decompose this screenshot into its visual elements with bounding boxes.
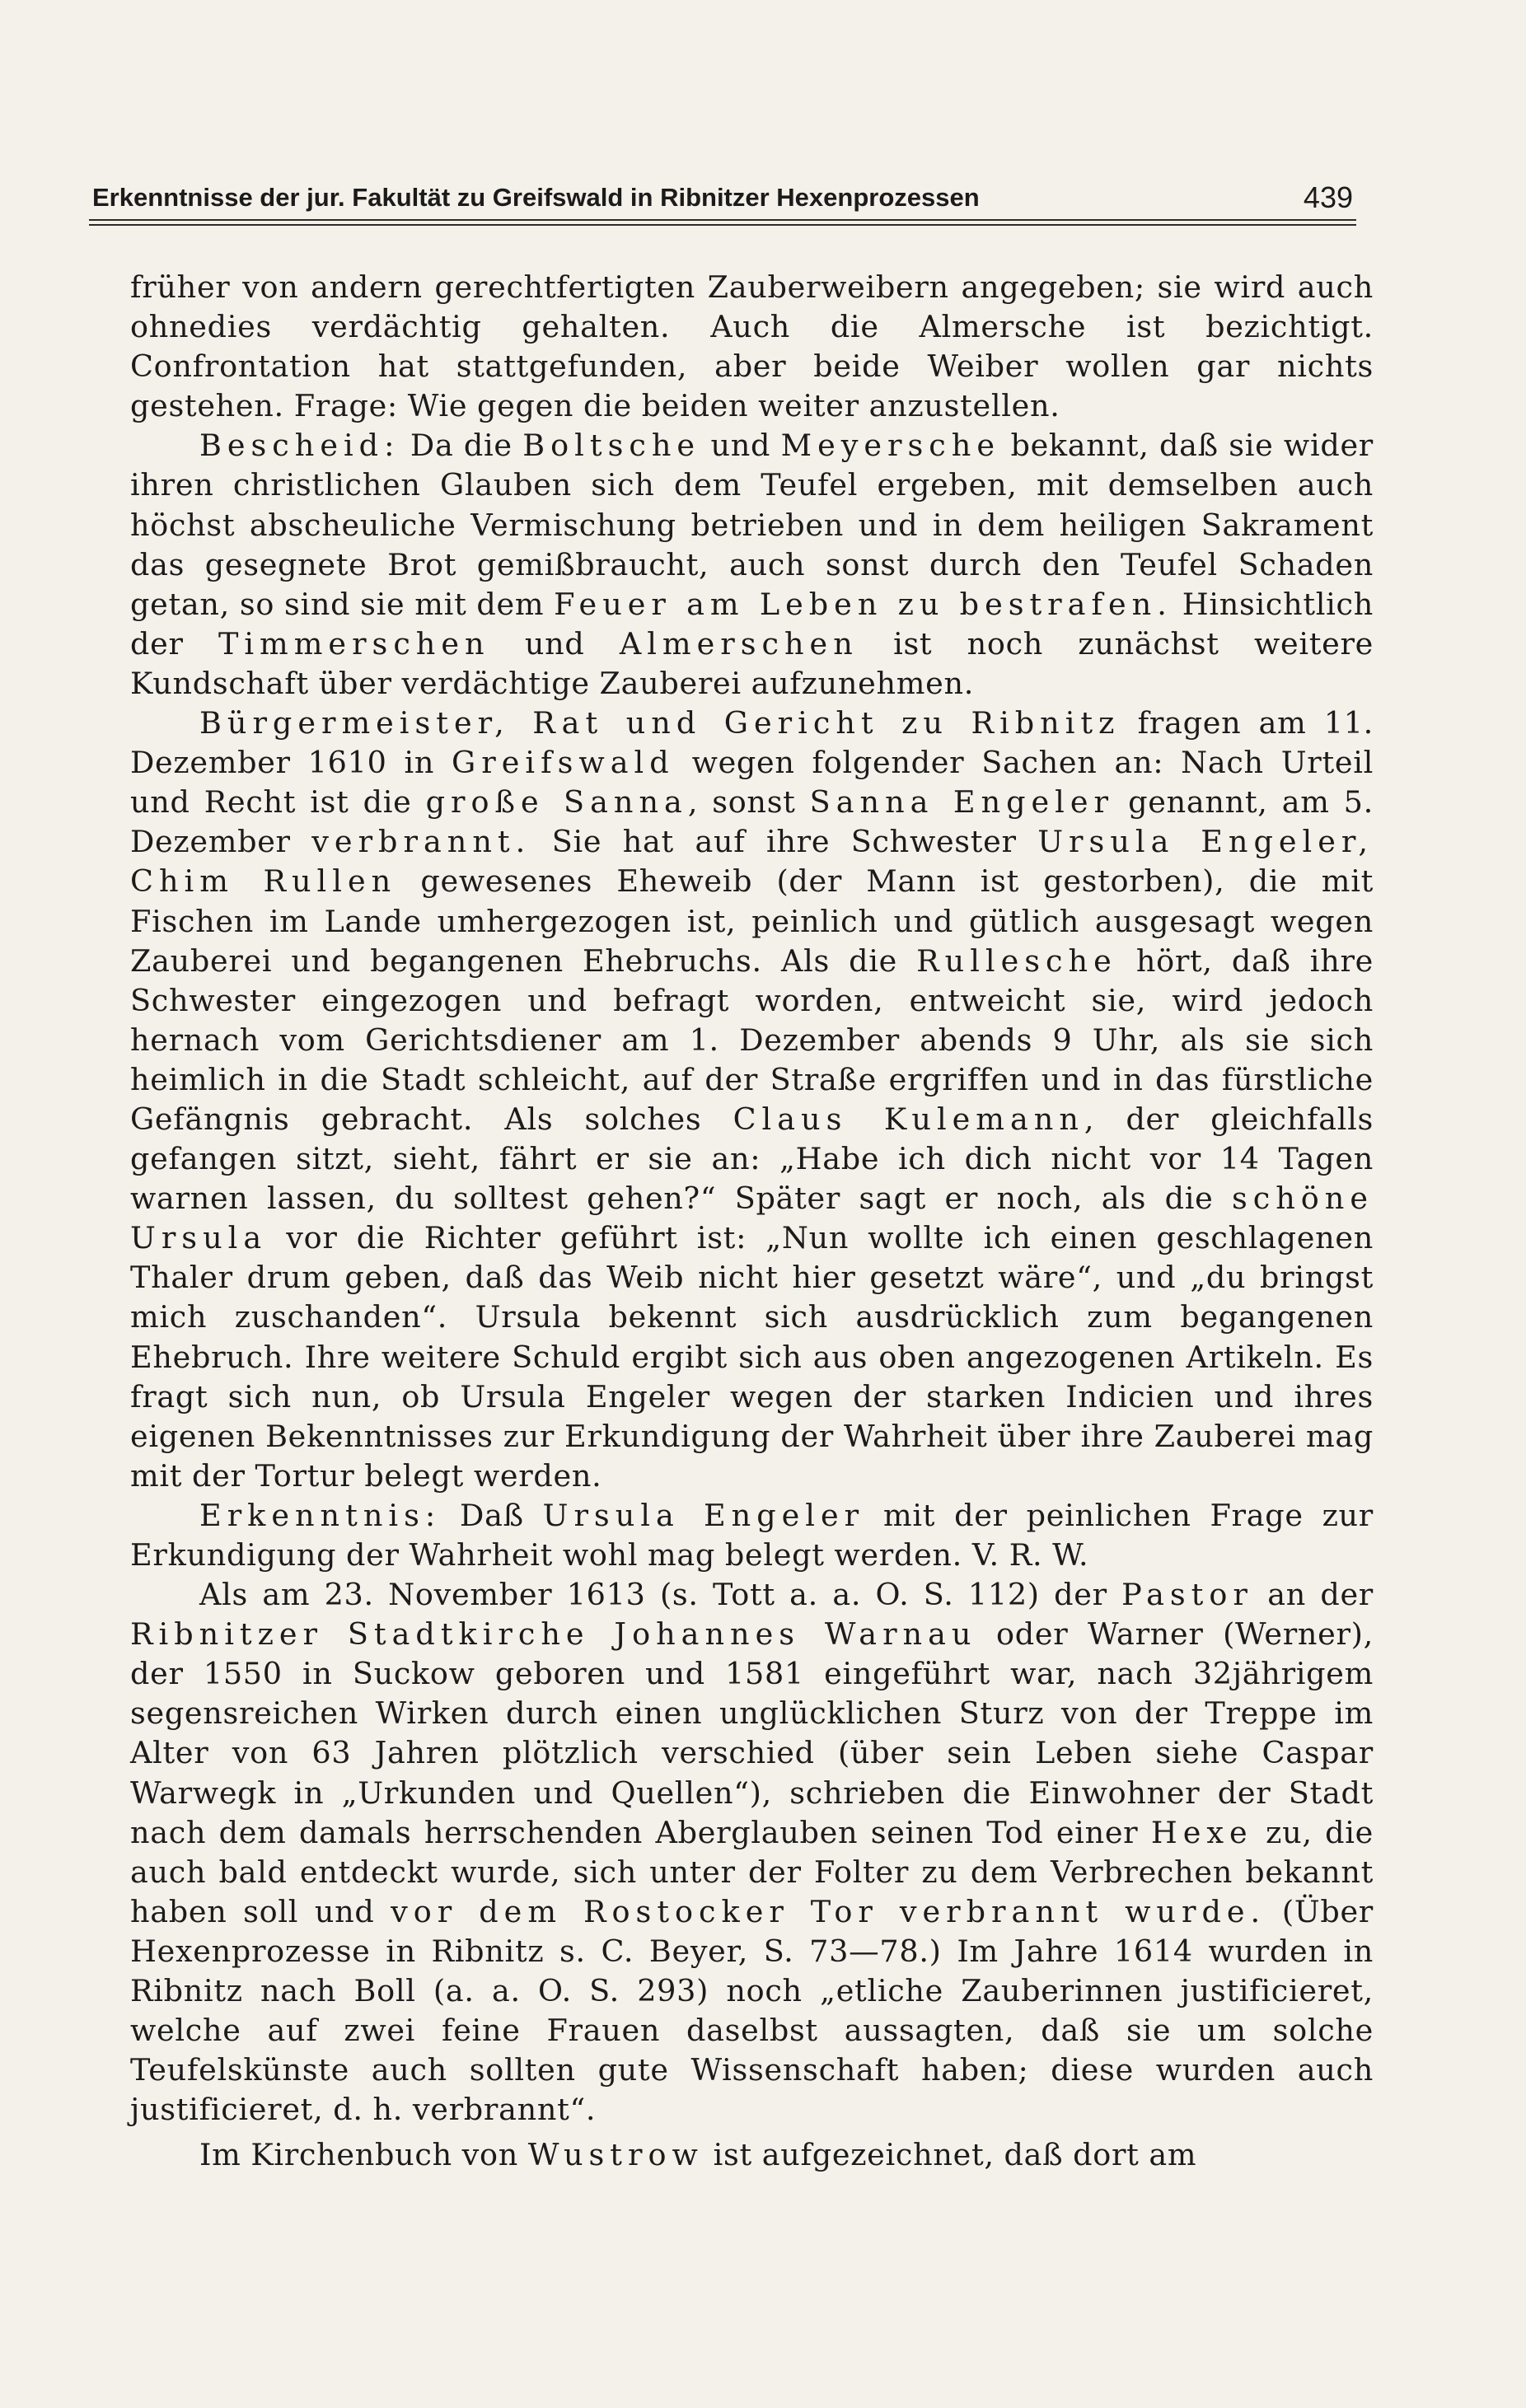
header-rule-second	[89, 224, 1356, 226]
spaced-text: Rullesche	[916, 942, 1117, 979]
spaced-text: Claus Kulemann	[733, 1101, 1084, 1137]
spaced-text: vor dem Rostocker Tor verbrannt wurde.	[391, 1893, 1266, 1929]
text-run: Im Kirchenbuch von	[199, 2137, 528, 2173]
text-run: früher von andern gerechtfertigten Zauberweibern angegeben; sie wird auch ohnedies verdächtig gehalten. Auch die Almersche ist bezichtigt. Confrontation hat stattgefunden, aber beide Weiber wollen gar nichts gestehen. Frage: Wie gegen die beiden weiter anzustellen.	[130, 269, 1374, 424]
spaced-text: große Sanna	[425, 784, 688, 821]
page-number: 439	[1303, 180, 1353, 214]
spaced-text: Ursula Engeler	[542, 1497, 865, 1533]
text-run: vor die Richter geführt ist: „Nun wollte ich einen geschlagenen Thaler drum geben, daß das Weib nicht hier gesetzt wäre“, und „du bringst mich zuschanden“. Ursula bekennt sich ausdrücklich zum begangenen Ehebruch. Ihre weitere Schuld ergibt sich aus oben angezogenen Artikeln. Es fragt sich nun, ob Ursula Engeler wegen der starken Indicien und ihres eigenen Bekenntnisses zur Erkundigung der Wahrheit über ihre Zauberei mag mit der Tortur belegt werden.	[130, 1220, 1374, 1494]
text-run: an der	[1252, 1577, 1374, 1613]
spaced-text: Ribnitzer Stadtkirche Johannes Warnau	[130, 1616, 977, 1653]
header-rule	[89, 219, 1356, 221]
text-run: Da die	[400, 428, 523, 464]
text-run: zu, die auch bald entdeckt wurde, sich unter der Folter zu dem Verbrechen bekannt haben soll und	[130, 1814, 1374, 1929]
paragraph	[130, 268, 1374, 426]
spaced-text: Pastor	[1121, 1577, 1253, 1613]
text-run: mit der peinlichen Frage zur Erkundigung der Wahrheit wohl mag belegt werden. V. R. W.	[130, 1497, 1374, 1573]
text-run: und	[700, 428, 781, 464]
paragraph	[130, 2135, 1374, 2175]
spaced-text: Almerschen	[619, 625, 859, 662]
text-run: gewesenes Eheweib (der Mann ist gestorben), die mit Fischen im Lande umhergezogen ist, peinlich und gütlich ausgesagt wegen Zauberei und begangenen Ehebruchs. Als die	[130, 863, 1374, 979]
paragraph	[130, 1496, 1374, 1575]
spaced-text: Timmerschen	[218, 625, 490, 662]
text-run: und	[489, 625, 620, 662]
spaced-text: Hexe	[1150, 1814, 1253, 1850]
text-run: (Über Hexenprozesse in Ribnitz s. C. Beyer, S. 73—78.) Im Jahre 1614 wurden in Ribnitz nach Boll (a. a. O. S. 293) noch „etliche Zauberinnen justificieret, welche auf zwei feine Frauen daselbst aussagten, daß sie um solche Teufelskünste auch sollten gute Wissenschaft haben; diese wurden auch justificieret, d. h. verbrannt“.	[130, 1893, 1374, 2128]
text-run: bekannt, daß sie wider ihren christlichen Glauben sich dem Teufel ergeben, mit demselben auch höchst abscheuliche Vermischung betrieben und in dem heiligen Sakrament das gesegnete Brot gemißbraucht, auch sonst durch den Teufel Schaden getan, so sind sie mit dem	[130, 428, 1374, 622]
spaced-text: Feuer am Leben zu bestrafen.	[554, 586, 1173, 622]
text-run: genannt, am 5. Dezember	[130, 784, 1374, 860]
spaced-text: verbrannt.	[311, 824, 531, 860]
text-run: , sonst	[687, 784, 810, 821]
spaced-text: Sanna Engeler	[809, 784, 1115, 821]
spaced-text: Boltsche	[522, 428, 701, 464]
text-run: Als am 23. November 1613 (s. Tott a. a. O. S. 112) der	[199, 1577, 1122, 1613]
spaced-text: Bescheid:	[199, 428, 400, 464]
spaced-text: Ursula Engeler, Chim Rullen	[130, 824, 1374, 900]
text-run: wegen folgender Sachen an: Nach Urteil und Recht ist die	[130, 745, 1374, 821]
body-text	[130, 268, 1374, 2176]
spaced-text: schöne Ursula	[130, 1181, 1374, 1256]
text-run: hört, daß ihre Schwester eingezogen und befragt worden, entweicht sie, wird jedoch hernach vom Gerichtsdiener am 1. Dezember abends 9 Uhr, als sie sich heimlich in die Stadt schleicht, auf der Straße ergriffen und in das fürstliche Gefängnis gebracht. Als solches	[130, 942, 1374, 1137]
text-run: ist noch zunächst weitere Kundschaft über verdächtige Zauberei aufzunehmen.	[130, 625, 1374, 701]
spaced-text: Bürgermeister, Rat und Gericht zu Ribnitz	[199, 705, 1121, 741]
running-title: Erkenntnisse der jur. Fakultät zu Greifswald in Ribnitzer Hexenprozessen	[92, 183, 980, 212]
text-run: Sie hat auf ihre Schwester	[531, 824, 1038, 860]
spaced-text: Erkenntnis:	[199, 1497, 442, 1533]
paragraph	[130, 704, 1374, 1496]
paragraph	[130, 1575, 1374, 2130]
text-run: , der gleichfalls gefangen sitzt, sieht, fährt er sie an: „Habe ich dich nicht vor 14 Tagen warnen lassen, du solltest gehen?“ Später sagt er noch, als die	[130, 1101, 1374, 1217]
text-run: Daß	[441, 1497, 543, 1533]
spaced-text: Wustrow	[527, 2137, 704, 2173]
text-run: Hinsichtlich der	[130, 586, 1374, 662]
spaced-text: Greifswald	[452, 745, 675, 781]
spaced-text: Meyersche	[780, 428, 1000, 464]
text-run: fragen am 11. Dezember 1610 in	[130, 705, 1374, 781]
paragraph	[130, 426, 1374, 704]
text-run: oder Warner (Werner), der 1550 in Suckow geboren und 1581 eingeführt war, nach 32jährigem segensreichen Wirken durch einen unglücklichen Sturz von der Treppe im Alter von 63 Jahren plötzlich verschied (über sein Leben siehe Caspar Warwegk in „Urkunden und Quellen“), schrieben die Einwohner der Stadt nach dem damals herrschenden Aberglauben seinen Tod einer	[130, 1616, 1374, 1850]
text-run: ist aufgezeichnet, daß dort am	[703, 2137, 1197, 2173]
